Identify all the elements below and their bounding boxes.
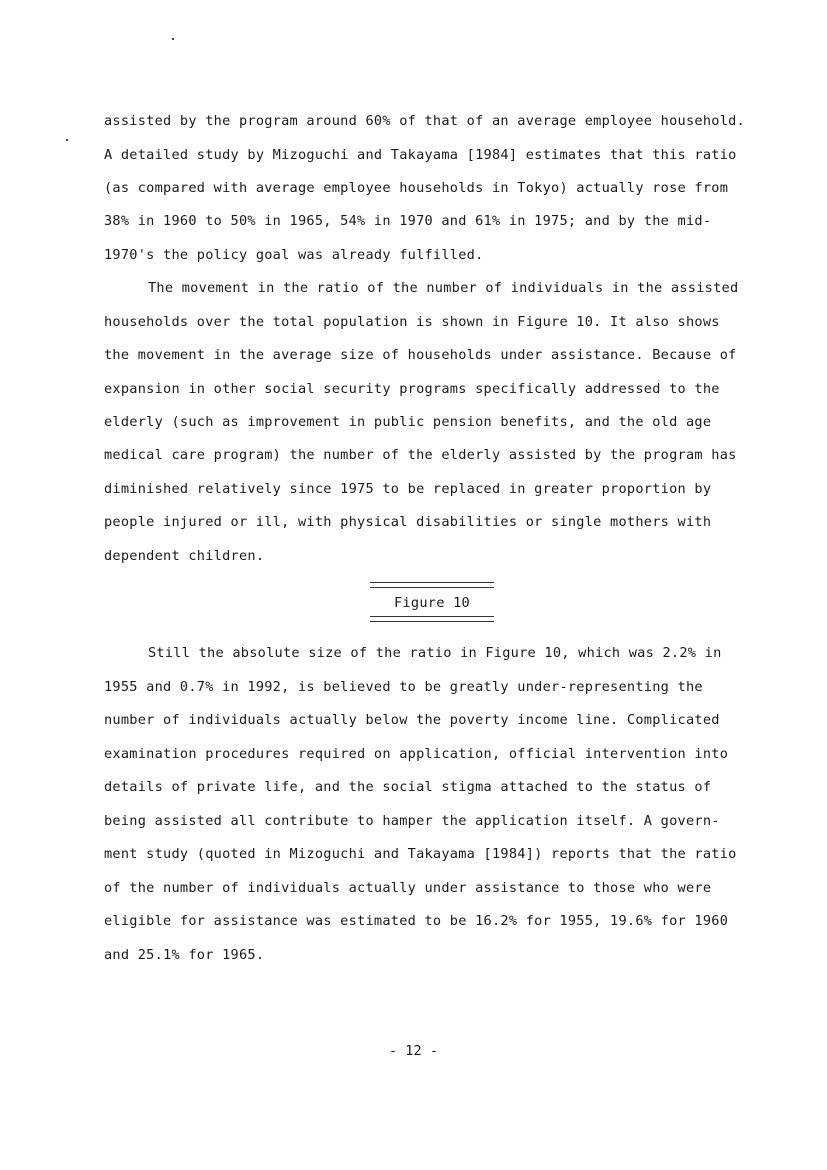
- text-line: (as compared with average employee households in Tokyo) actually rose from: [104, 180, 729, 196]
- page-number: - 12 -: [388, 1043, 439, 1059]
- text-line: and 25.1% for 1965.: [104, 947, 265, 963]
- text-line: of the number of individuals actually under assistance to those who were: [104, 880, 712, 896]
- text-line: households over the total population is shown in Figure 10. It also shows: [104, 314, 720, 330]
- text-line: people injured or ill, with physical disabilities or single mothers with: [104, 514, 712, 530]
- text-line: examination procedures required on application, official intervention into: [104, 746, 729, 762]
- text-line: being assisted all contribute to hamper the application itself. A govern-: [104, 813, 720, 829]
- text-line: the movement in the average size of households under assistance. Because of: [104, 347, 737, 363]
- text-line: expansion in other social security programs specifically addressed to the: [104, 381, 720, 397]
- text-line: 1970's the policy goal was already fulfilled.: [104, 247, 484, 263]
- scan-speck: [172, 38, 174, 40]
- text-line: details of private life, and the social stigma attached to the status of: [104, 779, 712, 795]
- text-line: 1955 and 0.7% in 1992, is believed to be greatly under-representing the: [104, 679, 703, 695]
- scan-speck: [66, 139, 68, 141]
- text-line: medical care program) the number of the elderly assisted by the program has: [104, 447, 737, 463]
- text-line: diminished relatively since 1975 to be replaced in greater proportion by: [104, 481, 712, 497]
- text-line: number of individuals actually below the poverty income line. Complicated: [104, 712, 720, 728]
- text-line: ment study (quoted in Mizoguchi and Takayama [1984]) reports that the ratio: [104, 846, 737, 862]
- text-line: dependent children.: [104, 548, 265, 564]
- text-line: eligible for assistance was estimated to be 16.2% for 1955, 19.6% for 1960: [104, 913, 729, 929]
- text-line: The movement in the ratio of the number of individuals in the assisted: [148, 280, 739, 296]
- text-line: Still the absolute size of the ratio in Figure 10, which was 2.2% in: [148, 645, 722, 661]
- text-line: A detailed study by Mizoguchi and Takayama [1984] estimates that this ratio: [104, 147, 737, 163]
- text-line: 38% in 1960 to 50% in 1965, 54% in 1970 and 61% in 1975; and by the mid-: [104, 213, 712, 229]
- figure-label: Figure 10: [394, 595, 470, 611]
- text-line: elderly (such as improvement in public pension benefits, and the old age: [104, 414, 712, 430]
- text-line: assisted by the program around 60% of that of an average employee household.: [104, 113, 745, 129]
- figure-rule-top: [370, 582, 494, 588]
- figure-rule-bottom: [370, 616, 494, 622]
